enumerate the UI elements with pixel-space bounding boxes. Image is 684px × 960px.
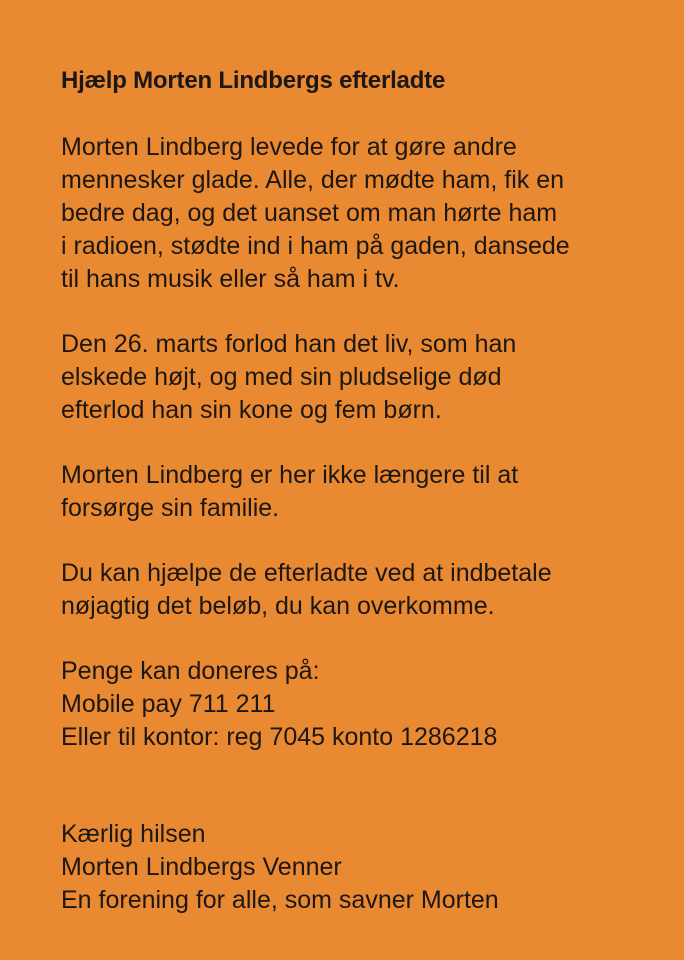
signature-block [61,818,661,917]
text-line: Du kan hjælpe de efterladte ved at indbetale [61,559,552,587]
signature-greeting: Kærlig hilsen [61,820,206,848]
donation-heading: Penge kan doneres på: [61,657,320,685]
flyer [61,64,661,949]
flyer-title: Hjælp Morten Lindbergs efterladte [61,67,446,94]
mobilepay-number: Mobile pay 711 211 [61,690,276,718]
text-line: Morten Lindberg levede for at gøre andre [61,133,517,161]
text-line: elskede højt, og med sin pludselige død [61,363,502,391]
text-line: Den 26. marts forlod han det liv, som han [61,330,517,358]
paragraph-family [61,459,661,525]
text-line: forsørge sin familie. [61,494,280,522]
text-line: nøjagtig det beløb, du kan overkomme. [61,592,495,620]
text-line: til hans musik eller så ham i tv. [61,265,400,293]
paragraph-death [61,328,661,427]
paragraph-intro [61,131,661,296]
paragraph-help [61,557,661,623]
text-line: mennesker glade. Alle, der mødte ham, fik en [61,166,565,194]
bank-account: Eller til kontor: reg 7045 konto 1286218 [61,723,498,751]
text-line: bedre dag, og det uanset om man hørte ham [61,199,558,227]
text-line: efterlod han sin kone og fem børn. [61,396,442,424]
paragraph-donation [61,655,661,754]
text-line: i radioen, stødte ind i ham på gaden, dansede [61,232,570,260]
signature-tagline: En forening for alle, som savner Morten [61,886,499,914]
text-line: Morten Lindberg er her ikke længere til at [61,461,519,489]
signature-sender: Morten Lindbergs Venner [61,853,342,881]
